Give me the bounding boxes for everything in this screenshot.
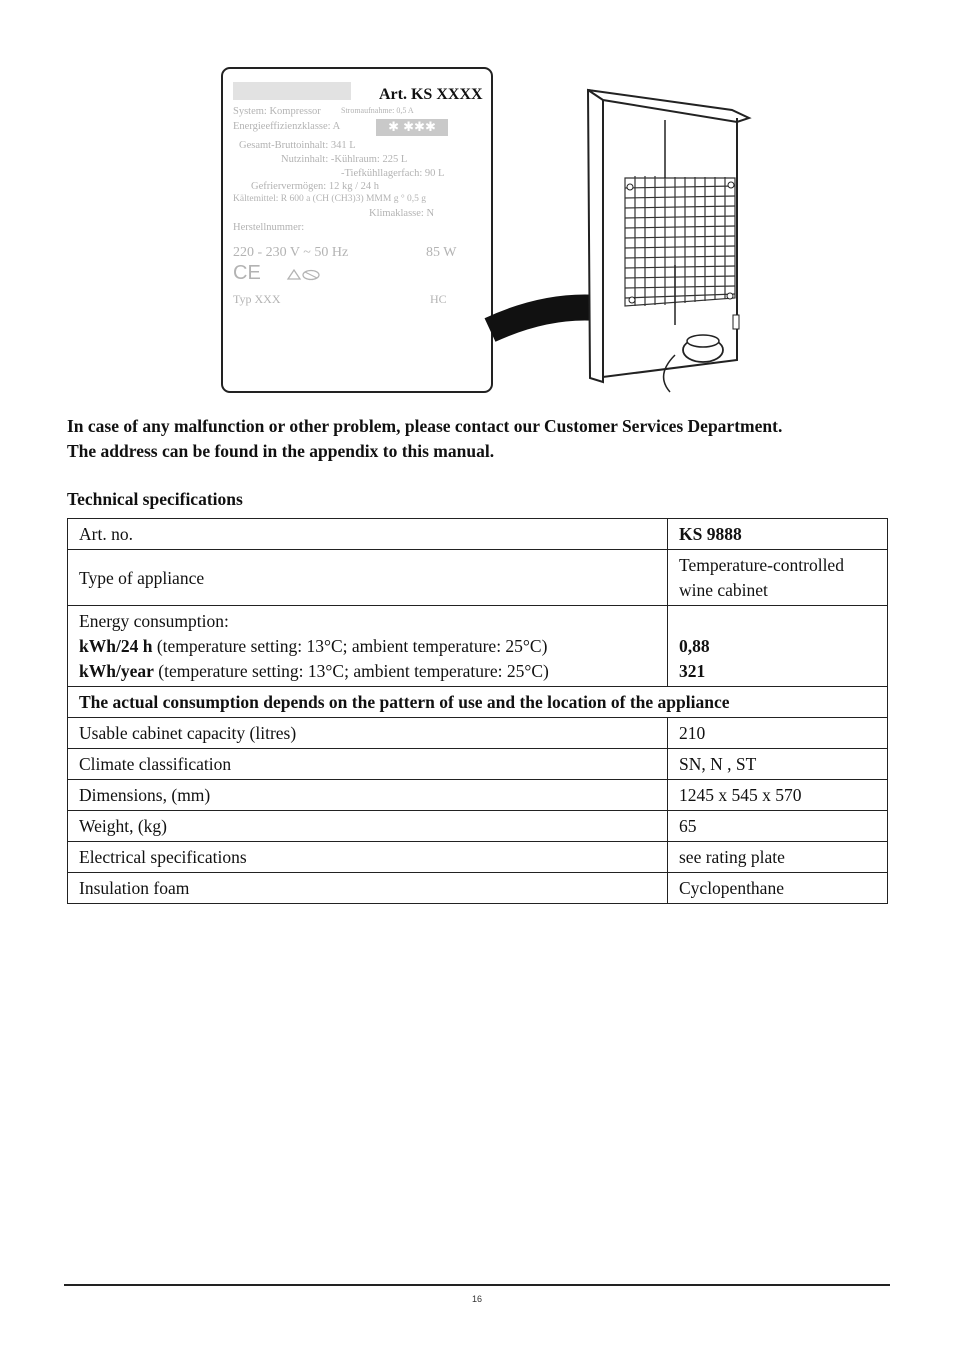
energy-kwh24-value: 0,88 [679, 636, 710, 656]
table-row [68, 873, 888, 904]
spec-label-type: Type of appliance [68, 550, 668, 606]
energy-kwhyear-label: kWh/year [79, 661, 154, 681]
spec-value-energy [668, 606, 888, 687]
energy-kwh24-label: kWh/24 h [79, 636, 153, 656]
energy-kwhyear-value: 321 [679, 661, 706, 681]
energy-kwhyear-line [79, 659, 656, 684]
table-row [68, 519, 888, 550]
spec-value-art-no: KS 9888 [668, 519, 888, 550]
plate-stromaufnahme: Stromaufnahme: 0,5 A [341, 106, 414, 115]
spec-label-insulation: Insulation foam [68, 873, 668, 904]
table-row [68, 780, 888, 811]
spec-label-electrical: Electrical specifications [68, 842, 668, 873]
rating-plate [221, 67, 493, 393]
energy-kwh24-line [79, 634, 656, 659]
fridge-back-illustration [475, 60, 760, 400]
plate-wattage: 85 W [426, 245, 457, 260]
spec-value-type-line-1: Temperature-controlled [679, 555, 844, 575]
table-row [68, 718, 888, 749]
spec-heading: Technical specifications [67, 489, 243, 509]
ce-mark-icon: CE [233, 262, 261, 284]
plate-system: System: Kompressor [233, 106, 321, 117]
spec-table [67, 518, 888, 904]
plate-freezing-capacity: Gefriervermögen: 12 kg / 24 h [251, 181, 380, 192]
plate-freezer-volume: -Tiefkühllagerfach: 90 L [341, 168, 445, 179]
plate-voltage: 220 - 230 V ~ 50 Hz [233, 245, 349, 260]
spec-label-energy [68, 606, 668, 687]
rating-plate-figure [215, 60, 760, 400]
energy-heading: Energy consumption: [79, 611, 229, 631]
spec-value-climate: SN, N , ST [668, 749, 888, 780]
table-row [68, 687, 888, 718]
plate-climate-class: Klimaklasse: N [369, 208, 435, 219]
service-notice-line-1: In case of any malfunction or other problem, please contact our Customer Services Department. [67, 416, 783, 436]
table-row [68, 842, 888, 873]
table-row [68, 550, 888, 606]
spec-value-insulation: Cyclopenthane [668, 873, 888, 904]
plate-gross-volume: Gesamt-Bruttoinhalt: 341 L [239, 140, 356, 151]
table-row [68, 749, 888, 780]
table-row [68, 606, 888, 687]
spec-label-climate: Climate classification [68, 749, 668, 780]
freezer-stars-icon: ✱ ✱✱✱ [376, 119, 448, 136]
spec-value-electrical: see rating plate [668, 842, 888, 873]
consumption-note: The actual consumption depends on the pattern of use and the location of the appliance [68, 687, 888, 718]
blank-label-area [233, 82, 351, 100]
energy-kwhyear-note: (temperature setting: 13°C; ambient temperature: 25°C) [158, 661, 549, 681]
energy-kwh24-note: (temperature setting: 13°C; ambient temperature: 25°C) [156, 636, 548, 656]
spec-label-capacity: Usable cabinet capacity (litres) [68, 718, 668, 749]
plate-serial-number: Herstellnummer: [233, 222, 305, 233]
plate-refrigerant: Kältemittel: R 600 a (CH (CH3)3) MMM g ° 0,5 g [233, 194, 426, 204]
table-row [68, 811, 888, 842]
rating-plate-art-number: Art. KS XXXX [379, 86, 483, 103]
recycling-symbol-icon [285, 267, 323, 281]
page-number: 16 [471, 1294, 482, 1304]
footer-rule [64, 1284, 890, 1286]
service-notice [67, 414, 892, 464]
service-notice-line-2: The address can be found in the appendix to this manual. [67, 441, 495, 461]
spec-label-weight: Weight, (kg) [68, 811, 668, 842]
spec-label-art-no: Art. no. [68, 519, 668, 550]
spec-label-dimensions: Dimensions, (mm) [68, 780, 668, 811]
spec-value-dimensions: 1245 x 545 x 570 [668, 780, 888, 811]
plate-type: Typ XXX [233, 292, 281, 306]
plate-energy-class: Energieeffizienzklasse: A [233, 121, 341, 132]
plate-net-volume: Nutzinhalt: -Kühlraum: 225 L [281, 154, 408, 165]
spec-value-weight: 65 [668, 811, 888, 842]
spec-value-capacity: 210 [668, 718, 888, 749]
plate-hc: HC [430, 292, 447, 306]
spec-value-type [668, 550, 888, 606]
spec-value-type-line-2: wine cabinet [679, 580, 768, 600]
